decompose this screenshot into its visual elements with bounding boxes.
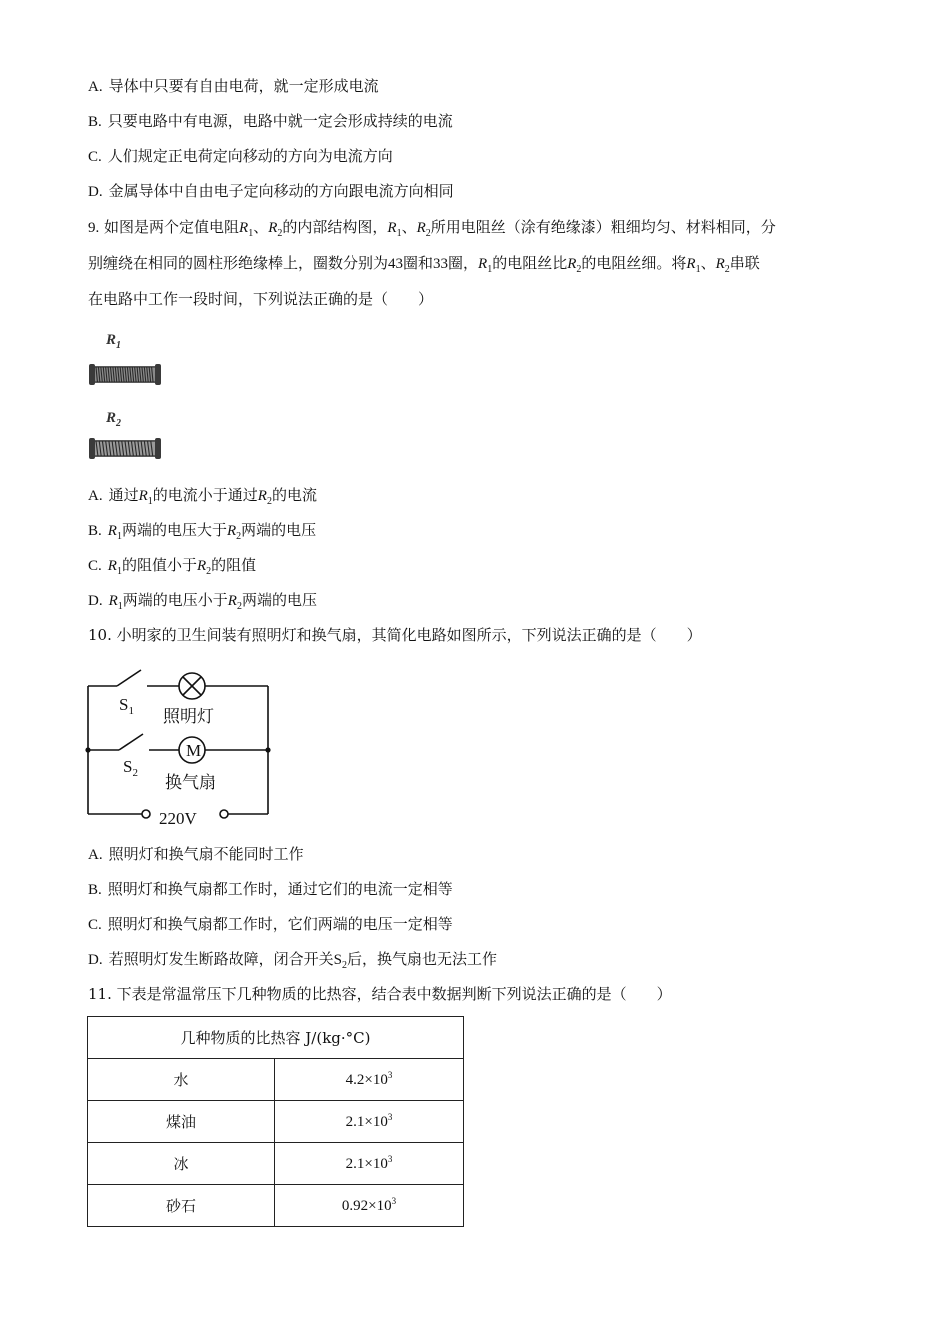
junction-right — [265, 747, 270, 752]
specific-heat-value: $4.2\times 10^3$ — [275, 1059, 464, 1101]
q10-stem: 10. 小明家的卫生间装有照明灯和换气扇，其简化电路如图所示，下列说法正确的是（ ） — [88, 626, 702, 644]
s1-label: $S_1$ — [119, 695, 134, 717]
q8-option-a: A. 导体中只要有自由电荷，就一定形成电流 — [88, 77, 379, 95]
substance-name: 煤油 — [88, 1101, 275, 1143]
substance-name: 水 — [88, 1059, 275, 1101]
q10-option-b: B. 照明灯和换气扇都工作时，通过它们的电流一定相等 — [88, 880, 453, 898]
table-row — [88, 1143, 464, 1185]
q10-option-a: A. 照明灯和换气扇不能同时工作 — [88, 845, 304, 863]
r2-figure-label: $R_2$ — [106, 410, 122, 429]
substance-name: 砂石 — [88, 1185, 275, 1227]
terminal-right — [220, 810, 228, 818]
q10-option-c: C. 照明灯和换气扇都工作时，它们两端的电压一定相等 — [88, 915, 453, 933]
q8-option-b: B. 只要电路中有电源，电路中就一定会形成持续的电流 — [88, 112, 453, 130]
q11-stem: 11. 下表是常温常压下几种物质的比热容，结合表中数据判断下列说法正确的是（ ） — [88, 985, 672, 1003]
substance-name: 冰 — [88, 1143, 275, 1185]
specific-heat-table — [87, 1016, 464, 1227]
q10-option-d: D. 若照明灯发生断路故障，闭合开关$S_2$后，换气扇也无法工作 — [88, 950, 497, 971]
table-row — [88, 1185, 464, 1227]
q9-stem-line3: 在电路中工作一段时间，下列说法正确的是（ ） — [88, 290, 434, 308]
resistor-r1-image — [88, 358, 162, 388]
resistor-r2-image — [88, 432, 162, 462]
q8-option-c: C. 人们规定正电荷定向移动的方向为电流方向 — [88, 147, 393, 165]
specific-heat-value: $0.92\times 10^3$ — [275, 1185, 464, 1227]
junction-left — [85, 747, 90, 752]
terminal-left — [142, 810, 150, 818]
q9-stem-line2: 别缠绕在相同的圆柱形绝缘棒上，圈数分别为43圈和33圈，$R_1$的电阻丝比$R_2$的电阻丝细。将$R_1$、$R_2$串联 — [88, 254, 760, 275]
r1-figure-label: $R_1$ — [106, 332, 122, 351]
switch-s1-blade — [117, 670, 141, 686]
switch-s2-blade — [119, 734, 143, 750]
q8-option-d: D. 金属导体中自由电子定向移动的方向跟电流方向相同 — [88, 182, 454, 200]
motor-letter: M — [186, 741, 202, 760]
specific-heat-value: $2.1\times 10^3$ — [275, 1101, 464, 1143]
table-row — [88, 1059, 464, 1101]
q9-option-c: C. $R_1$的阻值小于$R_2$的阻值 — [88, 556, 257, 577]
voltage-label: 220V — [159, 809, 197, 828]
q9-option-b: B. $R_1$两端的电压大于$R_2$两端的电压 — [88, 521, 317, 542]
table-row — [88, 1101, 464, 1143]
fan-label: 换气扇 — [165, 773, 216, 793]
table-header: 几种物质的比热容 J/(kg·°C) — [88, 1017, 464, 1059]
table-header-row — [88, 1017, 464, 1059]
q9-stem-line1: 9. 如图是两个定值电阻$R_1$、$R_2$的内部结构图，$R_1$、$R_2$所用电阻丝（涂有绝缘漆）粗细均匀、材料相同，分 — [88, 218, 776, 239]
specific-heat-value: $2.1\times 10^3$ — [275, 1143, 464, 1185]
q9-option-d: D. $R_1$两端的电压小于$R_2$两端的电压 — [88, 591, 317, 612]
lamp-label: 照明灯 — [163, 707, 214, 727]
q9-option-a: A. 通过$R_1$的电流小于通过$R_2$的电流 — [88, 486, 317, 507]
circuit-diagram — [85, 664, 275, 829]
s2-label: $S_2$ — [123, 757, 138, 779]
